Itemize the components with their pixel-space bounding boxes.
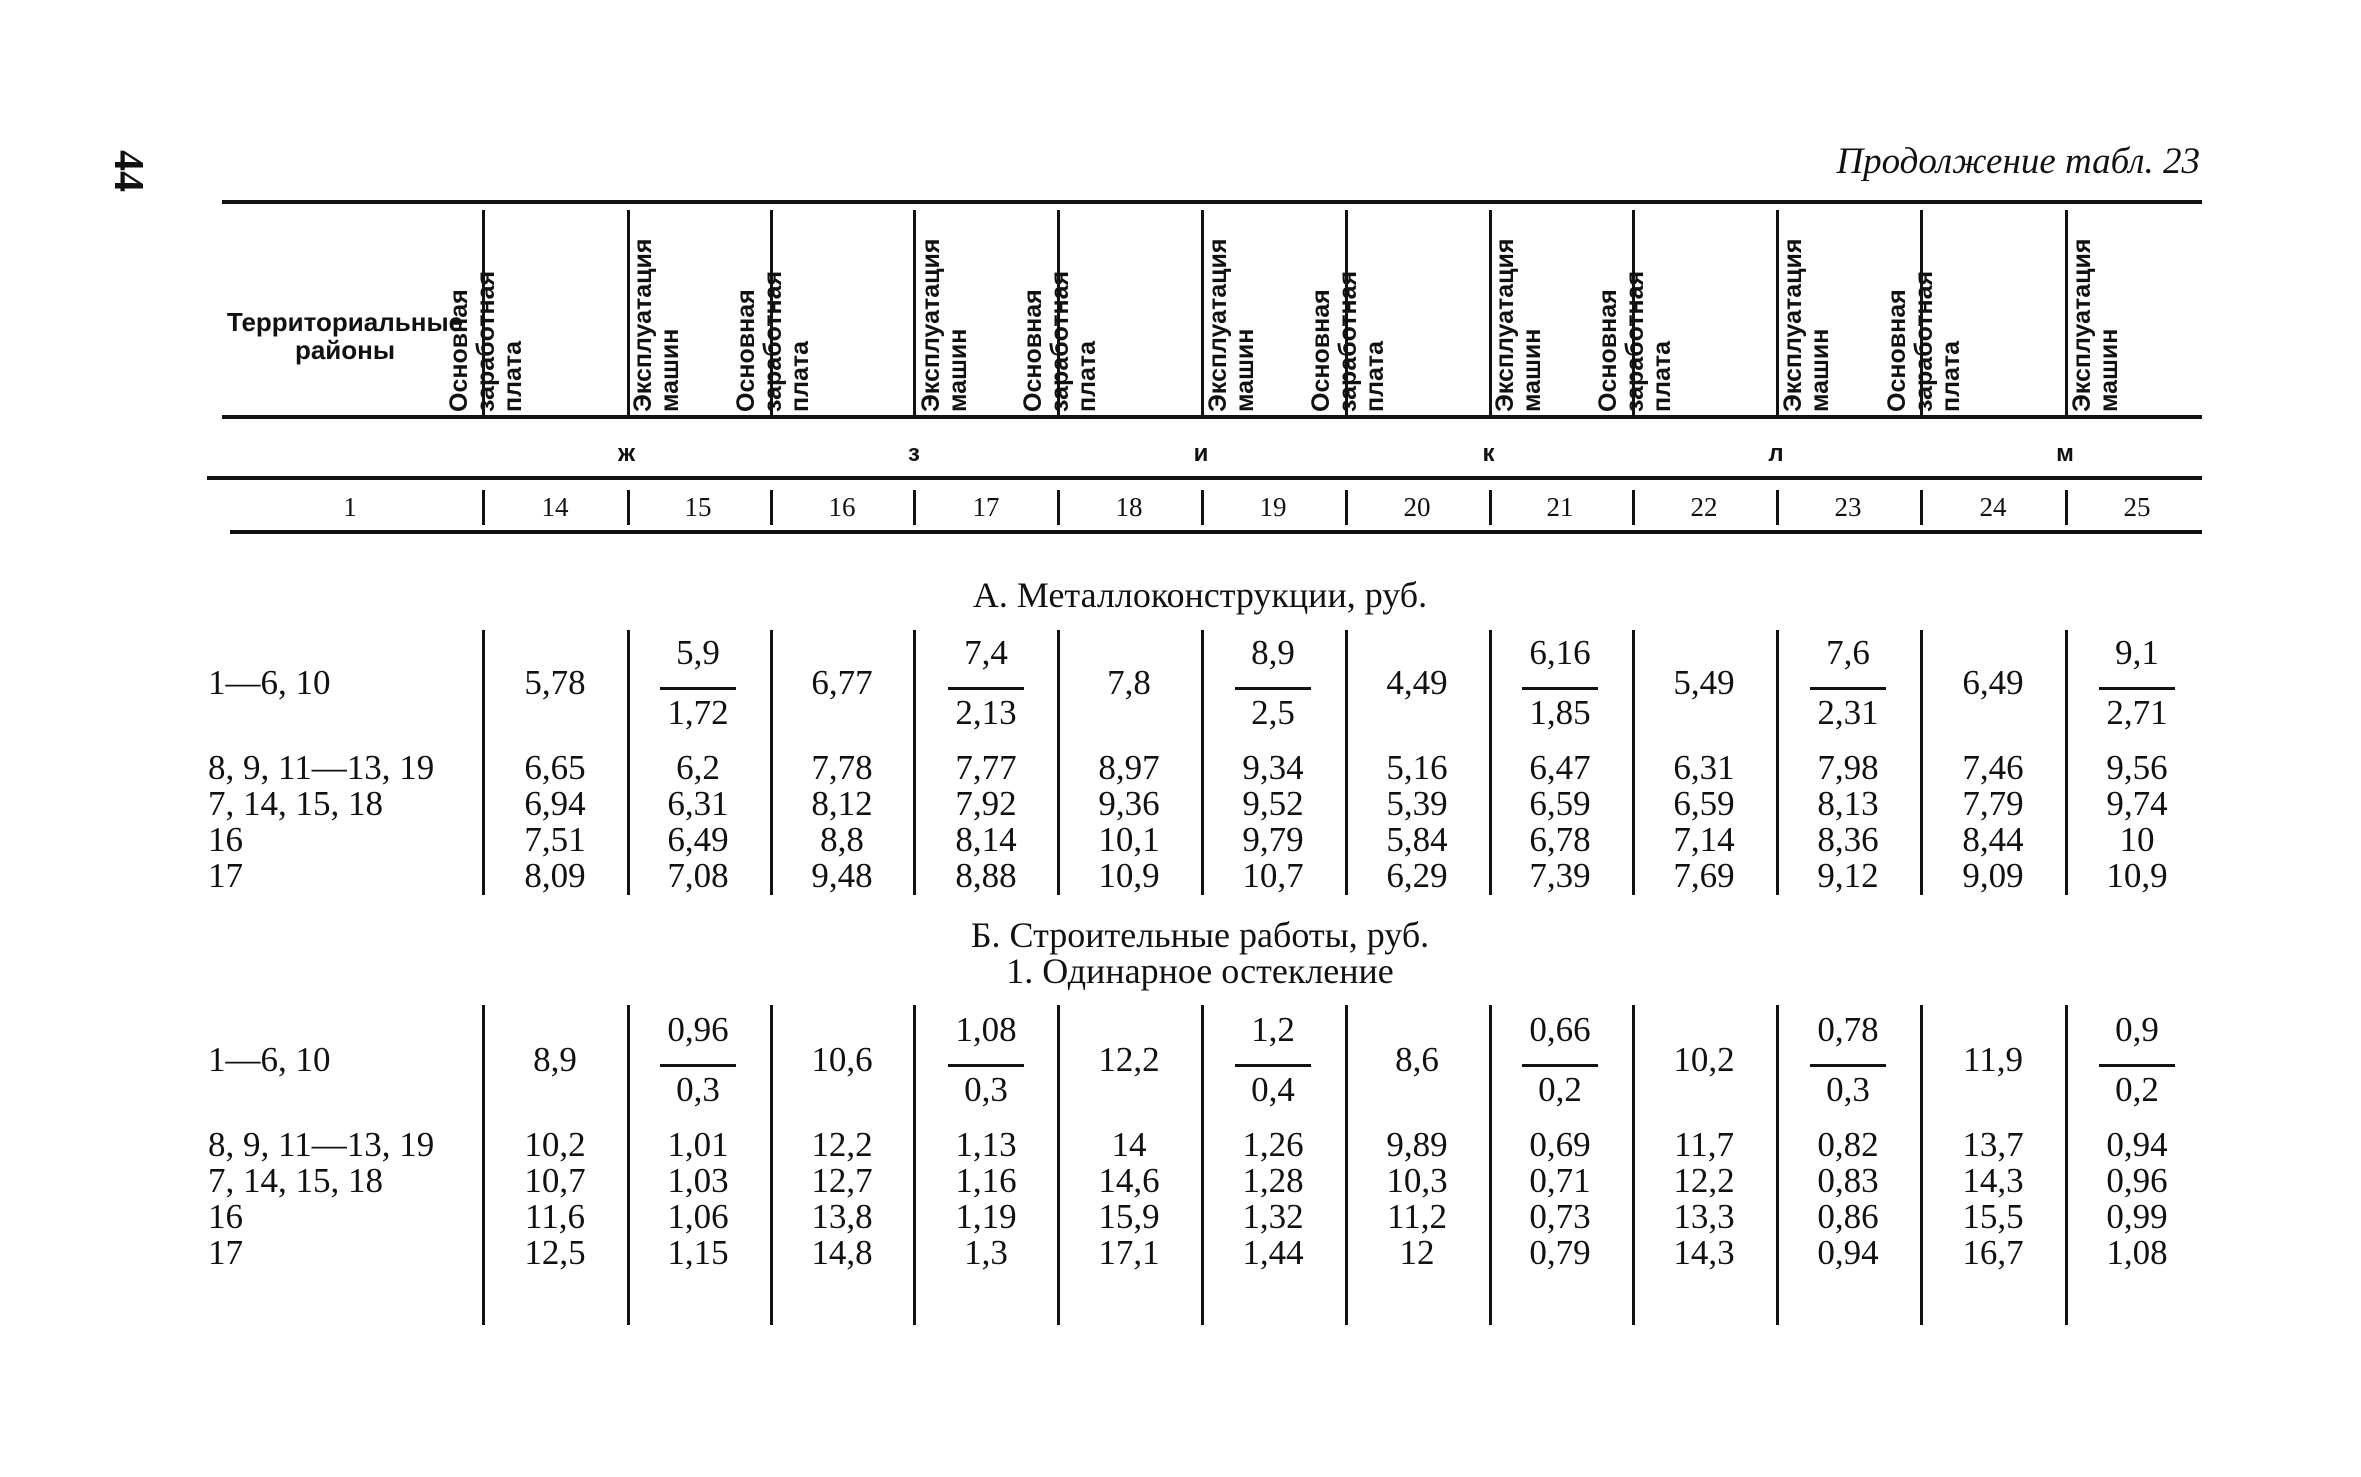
section-b-value-1-8: 11,7: [1674, 1125, 1734, 1164]
column-number-17: 17: [972, 492, 1000, 522]
section-a-value-3-11: 10: [2119, 820, 2155, 859]
section-b-value-4-6: 12: [1399, 1233, 1435, 1272]
section-a-denominator-11: 2,71: [2106, 693, 2168, 732]
section-a-value-1-3: 7,77: [955, 748, 1017, 787]
section-b-value-2-1: 1,03: [667, 1161, 729, 1200]
column-number-22: 22: [1690, 492, 1718, 522]
section-b-value-3-5: 1,32: [1242, 1197, 1304, 1236]
section-a-row-label-3: 16: [208, 820, 243, 859]
section-b-value-4-9: 0,94: [1817, 1233, 1879, 1272]
section-b-value-3-7: 0,73: [1529, 1197, 1591, 1236]
section-a-value-3-5: 9,79: [1242, 820, 1304, 859]
section-a-value-2-4: 9,36: [1098, 784, 1160, 823]
section-b-value-0-6: 8,6: [1395, 1040, 1439, 1079]
section-a-value-2-0: 6,94: [524, 784, 586, 823]
section-a-fraction-bar-3: [948, 687, 1024, 690]
header-divider-3: [913, 210, 916, 415]
section-b-denominator-7: 0,2: [1538, 1070, 1582, 1109]
section-b-row-label-3: 16: [208, 1197, 243, 1236]
section-b-value-2-7: 0,71: [1529, 1161, 1591, 1200]
section-b-value-1-5: 1,26: [1242, 1125, 1304, 1164]
column-number-14: 14: [541, 492, 569, 522]
section-b-divider-7: [1489, 1005, 1492, 1325]
section-b-title: Б. Строительные работы, руб.: [970, 915, 1430, 955]
section-a-title: А. Металлоконструкции, руб.: [972, 575, 1428, 615]
section-a-value-0-4: 7,8: [1107, 663, 1151, 702]
section-b-value-4-11: 1,08: [2106, 1233, 2168, 1272]
section-b-row-label-2: 7, 14, 15, 18: [208, 1161, 383, 1200]
section-a-value-1-7: 6,47: [1529, 748, 1591, 787]
number-divider-8: [1632, 490, 1635, 525]
column-header-text: Основная заработная плата: [1883, 270, 1965, 412]
section-b-value-3-4: 15,9: [1098, 1197, 1160, 1236]
column-header-text: Основная заработная плата: [1307, 270, 1389, 412]
section-b-value-2-10: 14,3: [1962, 1161, 2024, 1200]
section-a-value-3-2: 8,8: [820, 820, 864, 859]
section-a-value-1-10: 7,46: [1962, 748, 2024, 787]
section-a-value-3-7: 6,78: [1529, 820, 1591, 859]
section-b-value-1-4: 14: [1111, 1125, 1147, 1164]
column-number-24: 24: [1979, 492, 2007, 522]
section-b-value-1-1: 1,01: [667, 1125, 729, 1164]
section-a-value-3-3: 8,14: [955, 820, 1017, 859]
section-a-value-0-6: 4,49: [1386, 663, 1448, 702]
section-a-value-3-10: 8,44: [1962, 820, 2024, 859]
section-a-value-2-5: 9,52: [1242, 784, 1304, 823]
section-a-value-4-7: 7,39: [1529, 856, 1591, 895]
section-b-value-2-5: 1,28: [1242, 1161, 1304, 1200]
section-a-denominator-3: 2,13: [955, 693, 1017, 732]
section-a-value-1-8: 6,31: [1673, 748, 1735, 787]
section-b-value-3-8: 13,3: [1673, 1197, 1735, 1236]
section-b-numerator-11: 0,9: [2115, 1010, 2159, 1049]
section-a-row-label-1: 8, 9, 11—13, 19: [208, 748, 435, 787]
section-a-value-1-6: 5,16: [1386, 748, 1448, 787]
section-a-divider-4: [1057, 630, 1060, 895]
section-b-value-4-0: 12,5: [524, 1233, 586, 1272]
section-b-row-label-1: 8, 9, 11—13, 19: [208, 1125, 435, 1164]
section-b-value-2-8: 12,2: [1673, 1161, 1735, 1200]
section-a-value-4-11: 10,9: [2106, 856, 2168, 895]
section-a-fraction-bar-9: [1810, 687, 1886, 690]
section-b-numerator-7: 0,66: [1529, 1010, 1591, 1049]
section-a-value-4-3: 8,88: [955, 856, 1017, 895]
section-b-value-0-10: 11,9: [1963, 1040, 2023, 1079]
number-divider-10: [1920, 490, 1923, 525]
section-a-value-4-0: 8,09: [524, 856, 586, 895]
section-a-value-1-5: 9,34: [1242, 748, 1304, 787]
section-a-value-3-9: 8,36: [1817, 820, 1879, 859]
section-b-divider-0: [482, 1005, 485, 1325]
region-column-header: Территориальные районы: [226, 307, 464, 365]
section-b-fraction-bar-7: [1522, 1064, 1598, 1067]
section-a-divider-8: [1632, 630, 1635, 895]
section-b-value-4-7: 0,79: [1529, 1233, 1591, 1272]
section-a-fraction-bar-1: [660, 687, 736, 690]
group-letter-4: л: [1768, 440, 1784, 467]
column-header-text: Эксплуатация машин: [917, 238, 972, 412]
section-b-value-2-6: 10,3: [1386, 1161, 1448, 1200]
rule-2: [207, 476, 2202, 480]
column-number-16: 16: [828, 492, 856, 522]
group-letter-0: ж: [617, 440, 635, 467]
section-a-value-3-6: 5,84: [1386, 820, 1448, 859]
section-a-value-0-2: 6,77: [811, 663, 873, 702]
section-a-value-0-0: 5,78: [524, 663, 586, 702]
section-a-value-4-2: 9,48: [811, 856, 873, 895]
section-a-divider-7: [1489, 630, 1492, 895]
section-b-value-2-2: 12,7: [811, 1161, 873, 1200]
section-b-fraction-bar-1: [660, 1064, 736, 1067]
number-divider-2: [770, 490, 773, 525]
section-a-numerator-7: 6,16: [1529, 633, 1591, 672]
section-a-numerator-11: 9,1: [2115, 633, 2159, 672]
section-a-divider-2: [770, 630, 773, 895]
section-b-value-1-2: 12,2: [811, 1125, 873, 1164]
section-a-value-2-7: 6,59: [1529, 784, 1591, 823]
section-a-divider-0: [482, 630, 485, 895]
section-a-denominator-5: 2,5: [1251, 693, 1295, 732]
section-b-value-2-0: 10,7: [524, 1161, 586, 1200]
page-number: 44: [105, 150, 151, 192]
column-number-23: 23: [1834, 492, 1862, 522]
section-b-divider-6: [1345, 1005, 1348, 1325]
section-b-denominator-5: 0,4: [1251, 1070, 1295, 1109]
section-a-value-1-9: 7,98: [1817, 748, 1879, 787]
section-b-divider-9: [1776, 1005, 1779, 1325]
section-a-value-1-0: 6,65: [524, 748, 586, 787]
rule-1: [222, 415, 2202, 419]
section-b-fraction-bar-11: [2099, 1064, 2175, 1067]
section-a-row-label-4: 17: [208, 856, 243, 895]
section-b-value-2-11: 0,96: [2106, 1161, 2168, 1200]
section-b-denominator-1: 0,3: [676, 1070, 720, 1109]
column-header-text: Основная заработная плата: [732, 270, 814, 412]
section-a-fraction-bar-5: [1235, 687, 1311, 690]
section-b-divider-5: [1201, 1005, 1204, 1325]
section-a-divider-6: [1345, 630, 1348, 895]
group-letter-5: м: [2056, 440, 2074, 467]
section-b-row-label-4: 17: [208, 1233, 243, 1272]
section-b-fraction-bar-9: [1810, 1064, 1886, 1067]
column-header-text: Эксплуатация машин: [2068, 238, 2123, 412]
section-a-value-4-4: 10,9: [1098, 856, 1160, 895]
column-header-text: Основная заработная плата: [1594, 270, 1676, 412]
number-divider-0: [482, 490, 485, 525]
section-a-value-2-10: 7,79: [1962, 784, 2024, 823]
column-number-15: 15: [684, 492, 712, 522]
section-b-divider-1: [627, 1005, 630, 1325]
section-a-value-1-1: 6,2: [676, 748, 720, 787]
section-a-divider-5: [1201, 630, 1204, 895]
section-b-value-3-3: 1,19: [955, 1197, 1017, 1236]
section-b-value-1-3: 1,13: [955, 1125, 1017, 1164]
group-letter-3: к: [1482, 440, 1495, 467]
section-b-divider-11: [2065, 1005, 2068, 1325]
section-b-divider-10: [1920, 1005, 1923, 1325]
section-b-denominator-3: 0,3: [964, 1070, 1008, 1109]
section-b-denominator-11: 0,2: [2115, 1070, 2159, 1109]
column-header-text: Эксплуатация машин: [1204, 238, 1259, 412]
section-b-numerator-5: 1,2: [1251, 1010, 1295, 1049]
section-b-value-4-2: 14,8: [811, 1233, 873, 1272]
section-a-divider-1: [627, 630, 630, 895]
section-a-numerator-9: 7,6: [1826, 633, 1870, 672]
section-b-value-1-0: 10,2: [524, 1125, 586, 1164]
section-b-value-2-9: 0,83: [1817, 1161, 1879, 1200]
section-b-numerator-1: 0,96: [667, 1010, 729, 1049]
section-a-value-2-1: 6,31: [667, 784, 729, 823]
rule-3: [230, 530, 2202, 534]
number-divider-6: [1345, 490, 1348, 525]
section-a-value-0-8: 5,49: [1673, 663, 1735, 702]
section-a-value-1-11: 9,56: [2106, 748, 2168, 787]
column-header-text: Основная заработная плата: [445, 270, 527, 412]
column-number-18: 18: [1115, 492, 1143, 522]
section-a-numerator-5: 8,9: [1251, 633, 1295, 672]
section-a-row-label-0: 1—6, 10: [208, 663, 331, 702]
section-b-value-2-4: 14,6: [1098, 1161, 1160, 1200]
number-divider-11: [2065, 490, 2068, 525]
section-b-value-1-7: 0,69: [1529, 1125, 1591, 1164]
section-b-value-4-3: 1,3: [964, 1233, 1008, 1272]
section-b-value-4-5: 1,44: [1242, 1233, 1304, 1272]
section-b-value-0-2: 10,6: [811, 1040, 873, 1079]
number-divider-7: [1489, 490, 1492, 525]
section-b-value-1-9: 0,82: [1817, 1125, 1879, 1164]
section-a-value-4-10: 9,09: [1962, 856, 2024, 895]
section-a-value-3-1: 6,49: [667, 820, 729, 859]
section-a-numerator-3: 7,4: [964, 633, 1008, 672]
section-a-value-0-10: 6,49: [1962, 663, 2024, 702]
section-b-value-3-0: 11,6: [525, 1197, 585, 1236]
section-b-fraction-bar-3: [948, 1064, 1024, 1067]
column-number-21: 21: [1546, 492, 1574, 522]
column-number-1: 1: [343, 492, 357, 522]
section-a-fraction-bar-11: [2099, 687, 2175, 690]
table-caption: Продолжение табл. 23: [1836, 141, 2200, 182]
section-a-fraction-bar-7: [1522, 687, 1598, 690]
section-a-value-2-9: 8,13: [1817, 784, 1879, 823]
section-a-value-4-5: 10,7: [1242, 856, 1304, 895]
section-a-value-2-8: 6,59: [1673, 784, 1735, 823]
section-b-divider-3: [913, 1005, 916, 1325]
section-b-value-2-3: 1,16: [955, 1161, 1017, 1200]
section-b-value-4-1: 1,15: [667, 1233, 729, 1272]
section-b-value-3-2: 13,8: [811, 1197, 873, 1236]
section-b-numerator-3: 1,08: [955, 1010, 1017, 1049]
column-number-25: 25: [2123, 492, 2151, 522]
number-divider-9: [1776, 490, 1779, 525]
section-b-value-1-11: 0,94: [2106, 1125, 2168, 1164]
group-letter-2: и: [1193, 440, 1209, 467]
section-a-value-3-0: 7,51: [524, 820, 586, 859]
column-header-text: Основная заработная плата: [1019, 270, 1101, 412]
section-b-value-1-6: 9,89: [1386, 1125, 1448, 1164]
section-a-value-4-6: 6,29: [1386, 856, 1448, 895]
section-a-divider-9: [1776, 630, 1779, 895]
section-b-numerator-9: 0,78: [1817, 1010, 1879, 1049]
section-a-numerator-1: 5,9: [676, 633, 720, 672]
section-b-divider-4: [1057, 1005, 1060, 1325]
section-a-value-2-6: 5,39: [1386, 784, 1448, 823]
section-b-divider-8: [1632, 1005, 1635, 1325]
section-b-row-label-0: 1—6, 10: [208, 1040, 331, 1079]
section-b-value-3-11: 0,99: [2106, 1197, 2168, 1236]
section-b-divider-2: [770, 1005, 773, 1325]
rule-0: [222, 200, 2202, 204]
number-divider-3: [913, 490, 916, 525]
section-a-divider-3: [913, 630, 916, 895]
section-b-value-3-10: 15,5: [1962, 1197, 2024, 1236]
column-header-text: Эксплуатация машин: [629, 238, 684, 412]
section-b-value-4-10: 16,7: [1962, 1233, 2024, 1272]
section-a-value-2-2: 8,12: [811, 784, 873, 823]
section-a-value-1-4: 8,97: [1098, 748, 1160, 787]
column-header-text: Эксплуатация машин: [1779, 238, 1834, 412]
number-divider-4: [1057, 490, 1060, 525]
section-b-value-0-4: 12,2: [1098, 1040, 1160, 1079]
section-b-subtitle: 1. Одинарное остекление: [1006, 951, 1394, 991]
section-a-value-4-1: 7,08: [667, 856, 729, 895]
group-letter-1: з: [908, 440, 920, 467]
section-b-value-3-9: 0,86: [1817, 1197, 1879, 1236]
section-a-value-2-11: 9,74: [2106, 784, 2168, 823]
number-divider-5: [1201, 490, 1204, 525]
section-a-value-4-9: 9,12: [1817, 856, 1879, 895]
section-a-value-3-4: 10,1: [1098, 820, 1160, 859]
section-b-value-1-10: 13,7: [1962, 1125, 2024, 1164]
section-b-fraction-bar-5: [1235, 1064, 1311, 1067]
section-a-row-label-2: 7, 14, 15, 18: [208, 784, 383, 823]
section-a-denominator-1: 1,72: [667, 693, 729, 732]
number-divider-1: [627, 490, 630, 525]
section-a-denominator-9: 2,31: [1817, 693, 1879, 732]
section-b-value-0-0: 8,9: [533, 1040, 577, 1079]
section-b-value-0-8: 10,2: [1673, 1040, 1735, 1079]
column-number-20: 20: [1403, 492, 1431, 522]
section-a-divider-11: [2065, 630, 2068, 895]
column-header-text: Эксплуатация машин: [1491, 238, 1546, 412]
section-a-denominator-7: 1,85: [1529, 693, 1591, 732]
section-b-value-3-1: 1,06: [667, 1197, 729, 1236]
column-number-19: 19: [1259, 492, 1287, 522]
section-a-value-4-8: 7,69: [1673, 856, 1735, 895]
section-b-denominator-9: 0,3: [1826, 1070, 1870, 1109]
section-a-divider-10: [1920, 630, 1923, 895]
section-b-value-4-8: 14,3: [1673, 1233, 1735, 1272]
section-a-value-2-3: 7,92: [955, 784, 1017, 823]
section-a-value-3-8: 7,14: [1673, 820, 1735, 859]
section-b-value-3-6: 11,2: [1387, 1197, 1447, 1236]
section-b-value-4-4: 17,1: [1098, 1233, 1160, 1272]
section-a-value-1-2: 7,78: [811, 748, 873, 787]
